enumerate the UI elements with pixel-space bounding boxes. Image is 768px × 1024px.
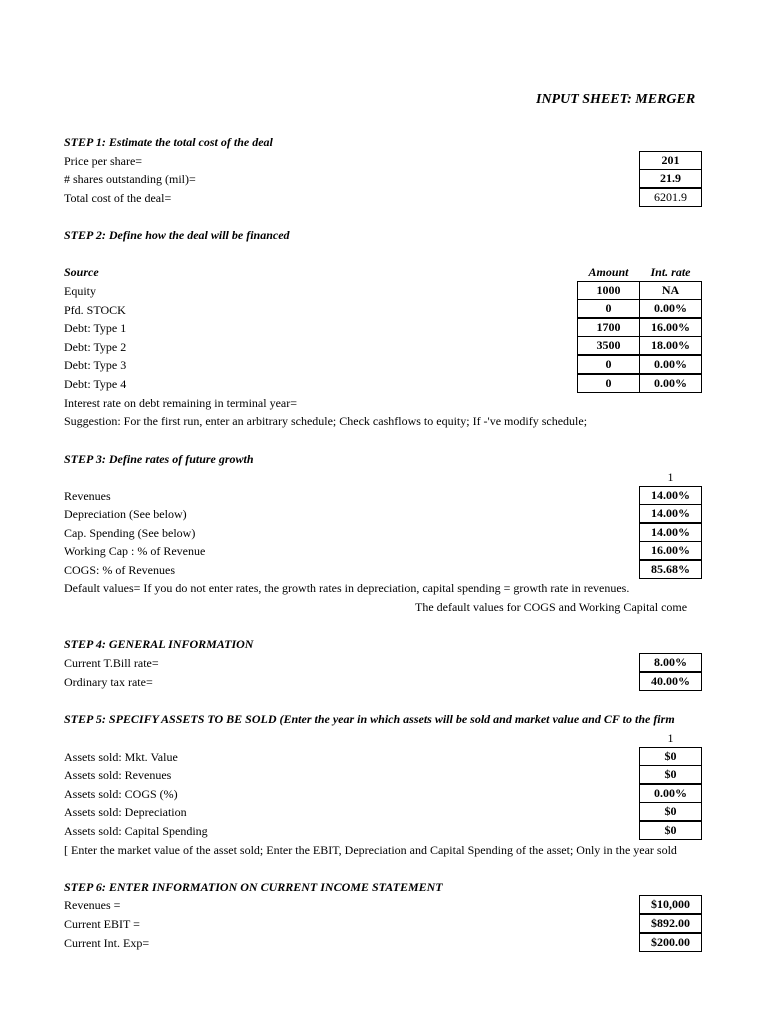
rate-cell-debt1[interactable]: 16.00% [639,318,702,337]
tax-rate-cell[interactable]: 40.00% [639,672,702,691]
rate-cell-equity[interactable]: NA [639,281,702,300]
income-label-revenues: Revenues = [64,898,121,912]
amount-cell-debt1[interactable]: 1700 [577,318,640,337]
rate-header: Int. rate [650,265,691,279]
financing-label-pfd-stock: Pfd. STOCK [64,303,126,317]
growth-label-revenues: Revenues [64,489,111,503]
source-header: Source [64,265,99,279]
financing-label-equity: Equity [64,284,96,298]
total-cost-label: Total cost of the deal= [64,191,172,205]
amount-cell-debt2[interactable]: 3500 [577,336,640,355]
growth-cell-depreciation[interactable]: 14.00% [639,504,702,523]
growth-cell-working-cap[interactable]: 16.00% [639,541,702,560]
total-cost-cell: 6201.9 [639,188,702,207]
rate-cell-debt4[interactable]: 0.00% [639,374,702,393]
income-label-ebit: Current EBIT = [64,917,140,931]
amount-cell-debt4[interactable]: 0 [577,374,640,393]
income-cell-ebit[interactable]: $892.00 [639,914,702,933]
page-title: INPUT SHEET: MERGER [536,93,696,107]
growth-label-cap-spending: Cap. Spending (See below) [64,526,196,540]
financing-label-debt4: Debt: Type 4 [64,377,127,391]
step5-year-header: 1 [667,731,674,745]
assets-label-depreciation: Assets sold: Depreciation [64,805,187,819]
suggestion-note: Suggestion: For the first run, enter an arbitrary schedule; Check cashflows to equity; If -'ve modify schedule; [64,414,588,428]
rate-cell-debt3[interactable]: 0.00% [639,355,702,374]
growth-label-cogs: COGS: % of Revenues [64,563,175,577]
income-cell-int-exp[interactable]: $200.00 [639,933,702,952]
step1-heading: STEP 1: Estimate the total cost of the deal [64,135,273,149]
growth-label-working-cap: Working Cap : % of Revenue [64,544,206,558]
growth-label-depreciation: Depreciation (See below) [64,507,187,521]
assets-cell-cogs[interactable]: 0.00% [639,784,702,803]
price-per-share-label: Price per share= [64,154,143,168]
default-values-note-2: The default values for COGS and Working Capital come [415,600,688,614]
assets-cell-depreciation[interactable]: $0 [639,802,702,821]
assets-cell-revenues[interactable]: $0 [639,765,702,784]
step6-heading: STEP 6: ENTER INFORMATION ON CURRENT INCOME STATEMENT [64,880,443,894]
growth-cell-cap-spending[interactable]: 14.00% [639,523,702,542]
amount-cell-equity[interactable]: 1000 [577,281,640,300]
assets-cell-mkt-value[interactable]: $0 [639,747,702,766]
step5-heading: STEP 5: SPECIFY ASSETS TO BE SOLD (Enter the year in which assets will be sold and market value and CF to the firm [64,712,675,726]
growth-cell-revenues[interactable]: 14.00% [639,486,702,505]
price-per-share-cell[interactable]: 201 [639,151,702,170]
shares-outstanding-cell[interactable]: 21.9 [639,169,702,188]
step3-heading: STEP 3: Define rates of future growth [64,452,254,466]
assets-label-capital-spending: Assets sold: Capital Spending [64,824,208,838]
assets-label-revenues: Assets sold: Revenues [64,768,172,782]
amount-cell-pfd-stock[interactable]: 0 [577,299,640,318]
assets-label-mkt-value: Assets sold: Mkt. Value [64,750,178,764]
financing-label-debt2: Debt: Type 2 [64,340,127,354]
terminal-rate-label: Interest rate on debt remaining in terminal year= [64,396,298,410]
assets-note: [ Enter the market value of the asset sold; Enter the EBIT, Depreciation and Capital Spending of the asset; Only in the year sold [64,843,677,857]
financing-label-debt1: Debt: Type 1 [64,321,127,335]
income-cell-revenues[interactable]: $10,000 [639,895,702,914]
financing-label-debt3: Debt: Type 3 [64,358,127,372]
default-values-note: Default values= If you do not enter rates, the growth rates in depreciation, capital spending = growth rate in revenues. [64,581,630,595]
assets-label-cogs: Assets sold: COGS (%) [64,787,178,801]
assets-cell-capital-spending[interactable]: $0 [639,821,702,840]
tax-rate-label: Ordinary tax rate= [64,675,153,689]
tbill-rate-label: Current T.Bill rate= [64,656,159,670]
amount-cell-debt3[interactable]: 0 [577,355,640,374]
step2-heading: STEP 2: Define how the deal will be financed [64,228,290,242]
shares-outstanding-label: # shares outstanding (mil)= [64,172,196,186]
income-label-int-exp: Current Int. Exp= [64,936,150,950]
step3-year-header: 1 [667,470,674,484]
rate-cell-debt2[interactable]: 18.00% [639,336,702,355]
step4-heading: STEP 4: GENERAL INFORMATION [64,637,254,651]
rate-cell-pfd-stock[interactable]: 0.00% [639,299,702,318]
tbill-rate-cell[interactable]: 8.00% [639,653,702,672]
amount-header: Amount [588,265,629,279]
growth-cell-cogs[interactable]: 85.68% [639,560,702,579]
